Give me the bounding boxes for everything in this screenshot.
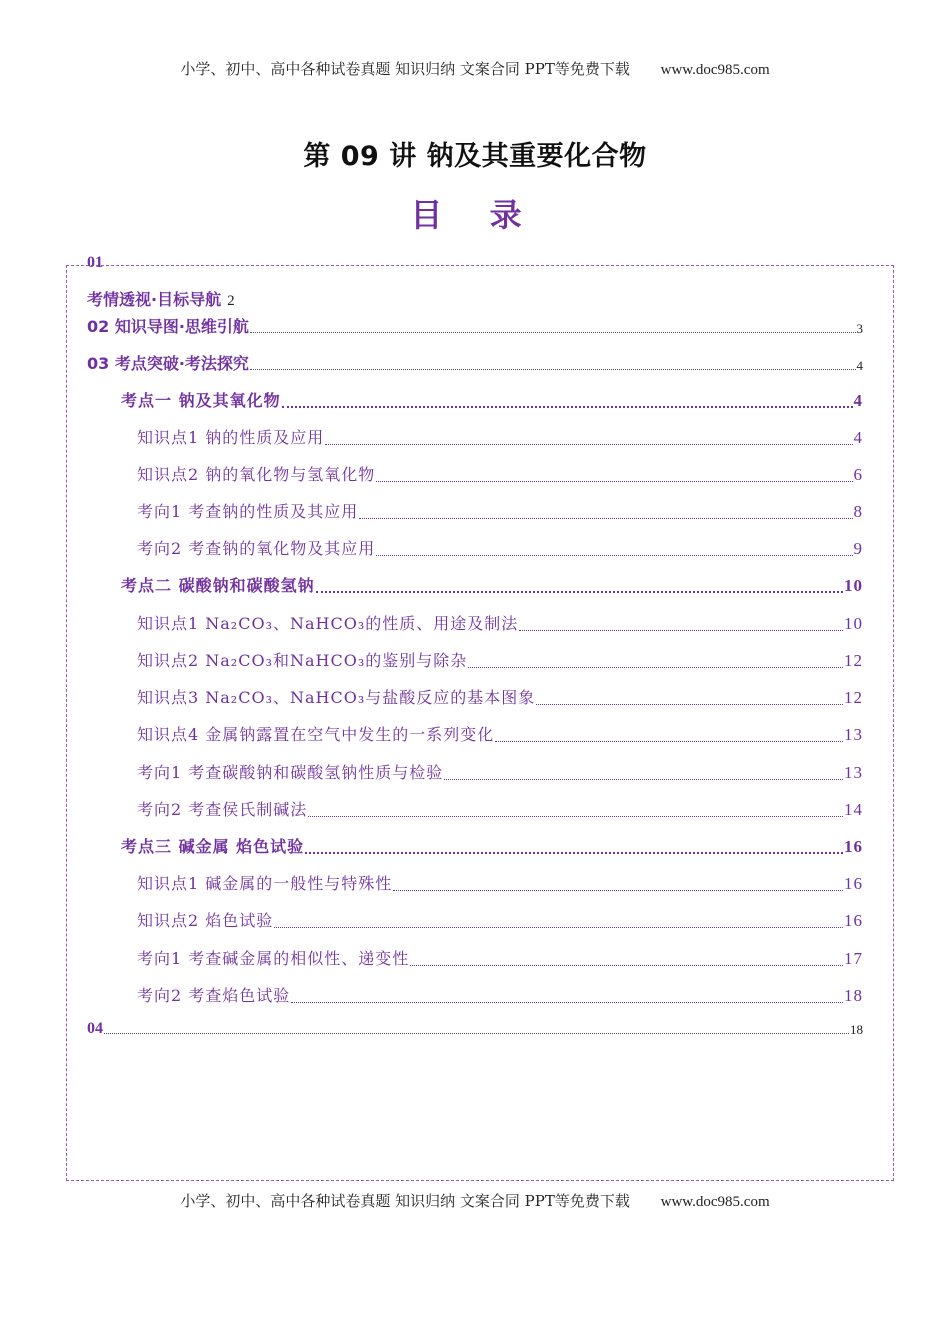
- toc-entry-kaodian-3[interactable]: [121, 834, 863, 857]
- leader-dots: [274, 926, 843, 928]
- leader-dots: [250, 331, 856, 333]
- toc-section-02[interactable]: [87, 314, 863, 337]
- toc-entry-label: 考点三 碱金属 焰色试验: [121, 837, 305, 856]
- toc-entry-label: 考向1 考查碳酸钠和碳酸氢钠性质与检验: [137, 763, 444, 782]
- toc-entry-page: 10: [844, 576, 863, 595]
- toc-entry-page: 4: [853, 391, 863, 410]
- toc-entry-page: 18: [844, 986, 863, 1005]
- leader-dots: [104, 1032, 849, 1034]
- toc-entry-label: 知识点1 Na₂CO₃、NaHCO₃的性质、用途及制法: [137, 614, 519, 633]
- footer-text: 小学、初中、高中各种试卷真题 知识归纳 文案合同 PPT等免费下载: [180, 1192, 630, 1210]
- toc-entry-page: 9: [853, 539, 863, 558]
- toc-entry-page: 14: [844, 800, 863, 819]
- toc-entry-label: 知识点1 钠的性质及应用: [137, 428, 325, 447]
- toc-entry[interactable]: [137, 536, 863, 559]
- toc-entry[interactable]: [137, 908, 863, 931]
- toc-entry-label: 考向2 考查侯氏制碱法: [137, 800, 308, 819]
- toc-entry-label: 知识点4 金属钠露置在空气中发生的一系列变化: [137, 725, 495, 744]
- toc-entry-page: 17: [844, 949, 863, 968]
- page-footer: [0, 1190, 950, 1211]
- leader-dots: [291, 1001, 843, 1003]
- toc-entry-label: 考向2 考查焰色试验: [137, 986, 291, 1005]
- leader-dots: [468, 666, 843, 668]
- leader-dots: [316, 590, 843, 593]
- toc-section-01-page: 2: [227, 293, 235, 309]
- toc-section-04-page: 18: [850, 1022, 863, 1037]
- toc-entry-page: 8: [853, 502, 863, 521]
- toc-entry-label: 考向1 考查碱金属的相似性、递变性: [137, 949, 410, 968]
- toc-entry-page: 6: [853, 465, 863, 484]
- leader-dots: [444, 778, 843, 780]
- toc-entry[interactable]: [137, 797, 863, 820]
- toc-section-01[interactable]: [87, 287, 235, 310]
- toc-entry-label: 考向1 考查钠的性质及其应用: [137, 502, 359, 521]
- toc-entry-page: 12: [844, 651, 863, 670]
- toc-entry[interactable]: [137, 760, 863, 783]
- toc-entry[interactable]: [137, 611, 863, 634]
- toc-entry-page: 4: [853, 428, 863, 447]
- leader-dots: [410, 964, 843, 966]
- header-url[interactable]: www.doc985.com: [660, 62, 770, 78]
- toc-entry-label: 知识点1 碱金属的一般性与特殊性: [137, 874, 393, 893]
- leader-dots: [359, 517, 852, 519]
- toc-heading: 目 录: [410, 196, 540, 234]
- toc-section-03-page: 4: [856, 358, 863, 373]
- header-text: 小学、初中、高中各种试卷真题 知识归纳 文案合同 PPT等免费下载: [180, 60, 630, 78]
- toc-entry[interactable]: [137, 425, 863, 448]
- leader-dots: [376, 554, 852, 556]
- toc-entry[interactable]: [137, 648, 863, 671]
- toc-entry-page: 10: [844, 614, 863, 633]
- toc-entry[interactable]: [137, 685, 863, 708]
- toc-section-01-number[interactable]: 01: [87, 254, 103, 271]
- leader-dots: [376, 480, 852, 482]
- toc-section-02-page: 3: [856, 321, 863, 336]
- page-header: [0, 58, 950, 79]
- toc-entry-kaodian-2[interactable]: [121, 573, 863, 596]
- toc-section-02-label: 02 知识导图·思维引航: [87, 317, 249, 336]
- toc-entry[interactable]: [137, 462, 863, 485]
- toc-section-04-label: 04: [87, 1020, 103, 1037]
- leader-dots: [393, 889, 843, 891]
- toc-entry-page: 16: [844, 911, 863, 930]
- document-title: 第 09 讲 钠及其重要化合物: [303, 141, 647, 172]
- toc-entry-label: 考点一 钠及其氧化物: [121, 391, 281, 410]
- toc-entry-page: 12: [844, 688, 863, 707]
- toc-entry[interactable]: [137, 946, 863, 969]
- toc-entry[interactable]: [137, 871, 863, 894]
- toc-section-04[interactable]: [87, 1020, 863, 1038]
- toc-entry-label: 知识点2 钠的氧化物与氢氧化物: [137, 465, 376, 484]
- leader-dots: [308, 815, 843, 817]
- toc-entry[interactable]: [137, 499, 863, 522]
- leader-dots: [325, 443, 852, 445]
- toc-entry-label: 知识点3 Na₂CO₃、NaHCO₃与盐酸反应的基本图象: [137, 688, 536, 707]
- toc-entry[interactable]: [137, 983, 863, 1006]
- toc-entry-label: 知识点2 Na₂CO₃和NaHCO₃的鉴别与除杂: [137, 651, 468, 670]
- toc-section-03-label: 03 考点突破·考法探究: [87, 354, 249, 373]
- toc-section-01-label: 考情透视·目标导航: [87, 290, 222, 309]
- toc-entry-page: 13: [844, 725, 863, 744]
- leader-dots: [536, 703, 843, 705]
- toc-entry-kaodian-1[interactable]: [121, 388, 863, 411]
- leader-dots: [250, 368, 856, 370]
- toc-entry-label: 知识点2 焰色试验: [137, 911, 274, 930]
- leader-dots: [305, 851, 843, 854]
- toc-entry-page: 16: [844, 874, 863, 893]
- toc-entry-page: 13: [844, 763, 863, 782]
- toc-section-03[interactable]: [87, 351, 863, 374]
- toc-entry-label: 考点二 碳酸钠和碳酸氢钠: [121, 576, 315, 595]
- leader-dots: [519, 629, 843, 631]
- leader-dots: [282, 405, 853, 408]
- toc-entry-label: 考向2 考查钠的氧化物及其应用: [137, 539, 376, 558]
- toc-entry-page: 16: [844, 837, 863, 856]
- toc-entry[interactable]: [137, 722, 863, 745]
- footer-url[interactable]: www.doc985.com: [660, 1194, 770, 1210]
- leader-dots: [495, 740, 843, 742]
